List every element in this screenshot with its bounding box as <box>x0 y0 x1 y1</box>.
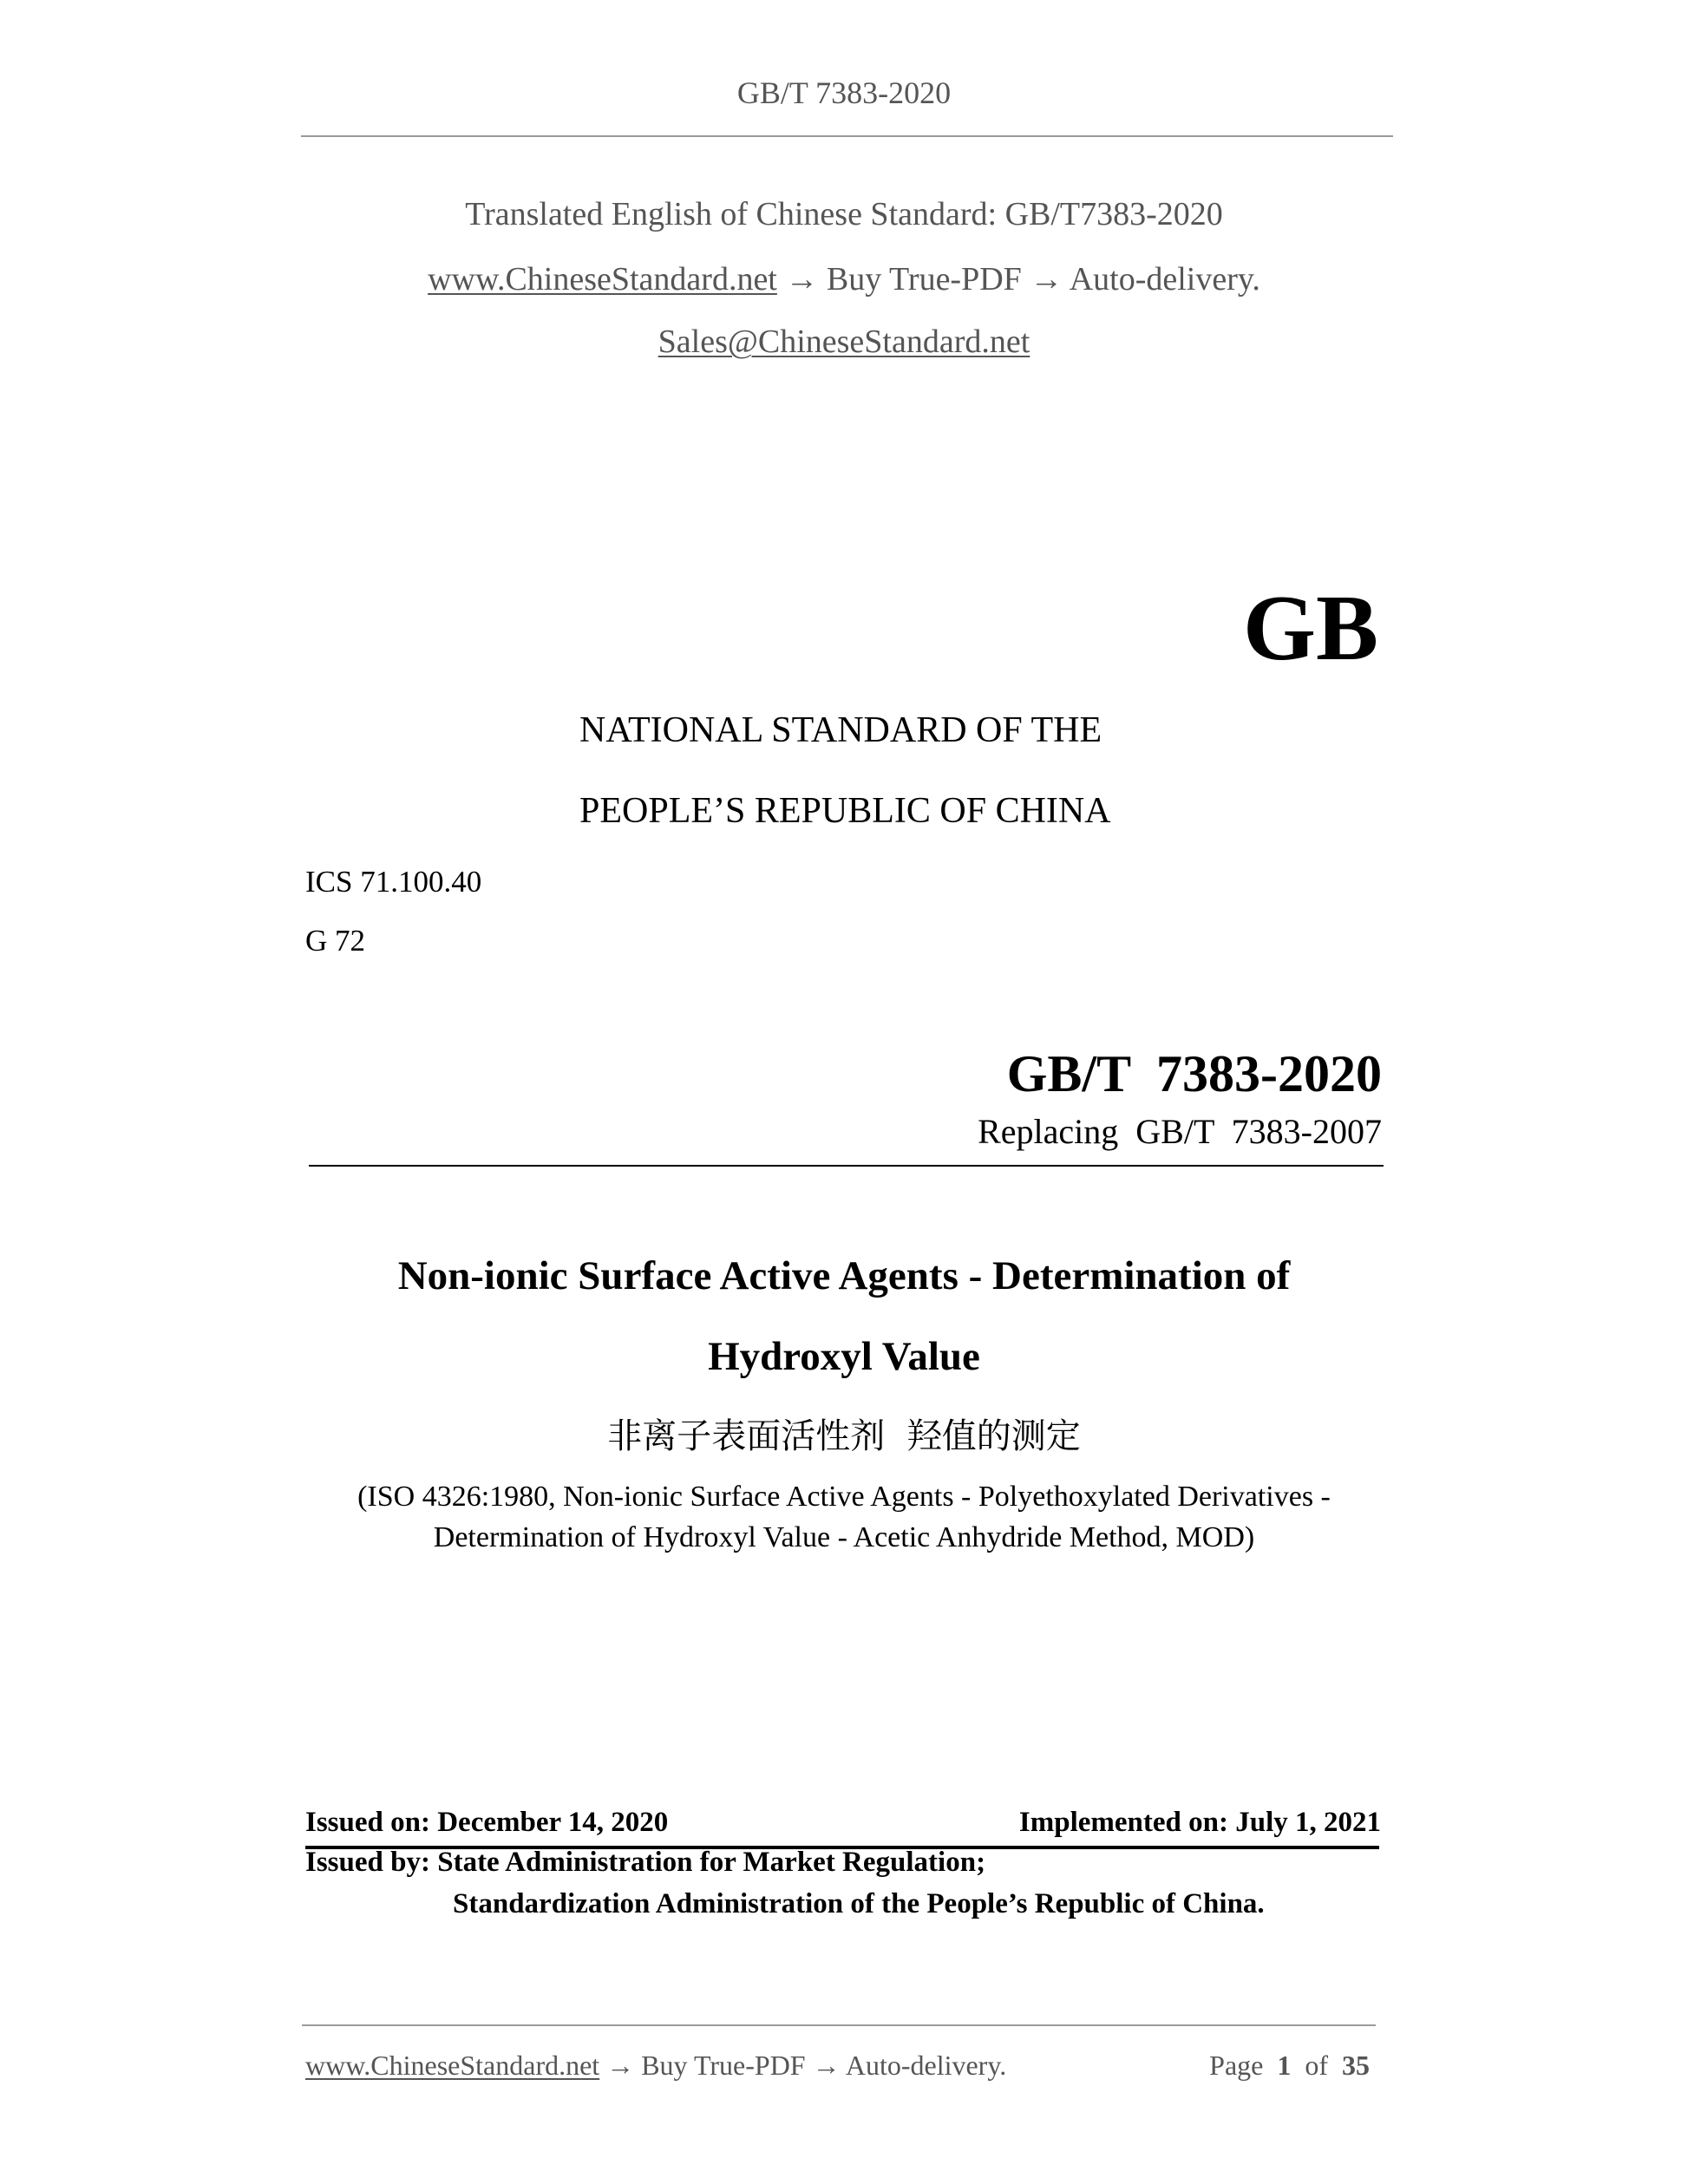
email-line <box>0 325 1688 358</box>
document-title-line1: Non-ionic Surface Active Agents - Determination of <box>397 1253 1291 1298</box>
iso-reference-line2: Determination of Hydroxyl Value - Acetic Anhydride Method, MOD) <box>433 1521 1255 1553</box>
implemented-on-date: Implemented on: July 1, 2021 <box>1018 1807 1381 1838</box>
document-title-chinese: 非离子表面活性剂 羟值的测定 <box>607 1416 1081 1456</box>
auto-delivery-text: Auto-delivery. <box>1069 261 1260 298</box>
page-current: 1 <box>1277 2050 1292 2081</box>
sales-email-link[interactable]: Sales@ChineseStandard.net <box>658 324 1030 360</box>
issued-on-date: Issued on: December 14, 2020 <box>305 1807 669 1838</box>
promo-line <box>0 263 1688 296</box>
buy-true-pdf-text: Buy True-PDF <box>826 261 1022 298</box>
issued-by: Issued by: State Administration for Market Regulation; <box>305 1847 986 1878</box>
footer-delivery-text: Auto-delivery. <box>845 2050 1007 2081</box>
footer-buy-text: Buy True-PDF <box>641 2050 806 2081</box>
translated-label: Translated English of Chinese Standard: GB/T7383-2020 <box>465 196 1223 232</box>
arrow-right-icon: → <box>812 2050 841 2081</box>
header-divider <box>301 135 1393 137</box>
issued-by-2: Standardization Administration of the People’s Republic of China. <box>453 1888 1265 1919</box>
national-standard-line2: PEOPLE’S REPUBLIC OF CHINA <box>579 791 1111 831</box>
page-total: 35 <box>1342 2050 1370 2081</box>
arrow-right-icon: → <box>1030 261 1063 298</box>
gb-logo: GB <box>1242 577 1378 680</box>
arrow-right-icon: → <box>785 261 819 298</box>
replacing-standard: Replacing GB/T 7383-2007 <box>978 1112 1382 1151</box>
ccs-code: G 72 <box>305 924 366 958</box>
chinesestandard-link[interactable]: www.ChineseStandard.net <box>428 261 777 298</box>
footer-divider <box>302 2024 1376 2026</box>
page-indicator <box>1209 2051 1370 2079</box>
page-label: Page <box>1209 2050 1264 2081</box>
iso-reference-line1: (ISO 4326:1980, Non-ionic Surface Active Agents - Polyethoxylated Derivatives - <box>357 1481 1331 1513</box>
standard-number-divider <box>309 1165 1384 1167</box>
footer-promo <box>305 2051 1006 2079</box>
running-header-title: GB/T 7383-2020 <box>736 75 952 110</box>
ics-code: ICS 71.100.40 <box>305 865 482 899</box>
page-of: of <box>1305 2050 1328 2081</box>
footer-chinesestandard-link[interactable]: www.ChineseStandard.net <box>305 2050 600 2081</box>
national-standard-line1: NATIONAL STANDARD OF THE <box>579 710 1102 750</box>
arrow-right-icon: → <box>606 2050 635 2081</box>
standard-number: GB/T 7383-2020 <box>1006 1045 1382 1102</box>
document-title-line2: Hydroxyl Value <box>708 1334 980 1379</box>
